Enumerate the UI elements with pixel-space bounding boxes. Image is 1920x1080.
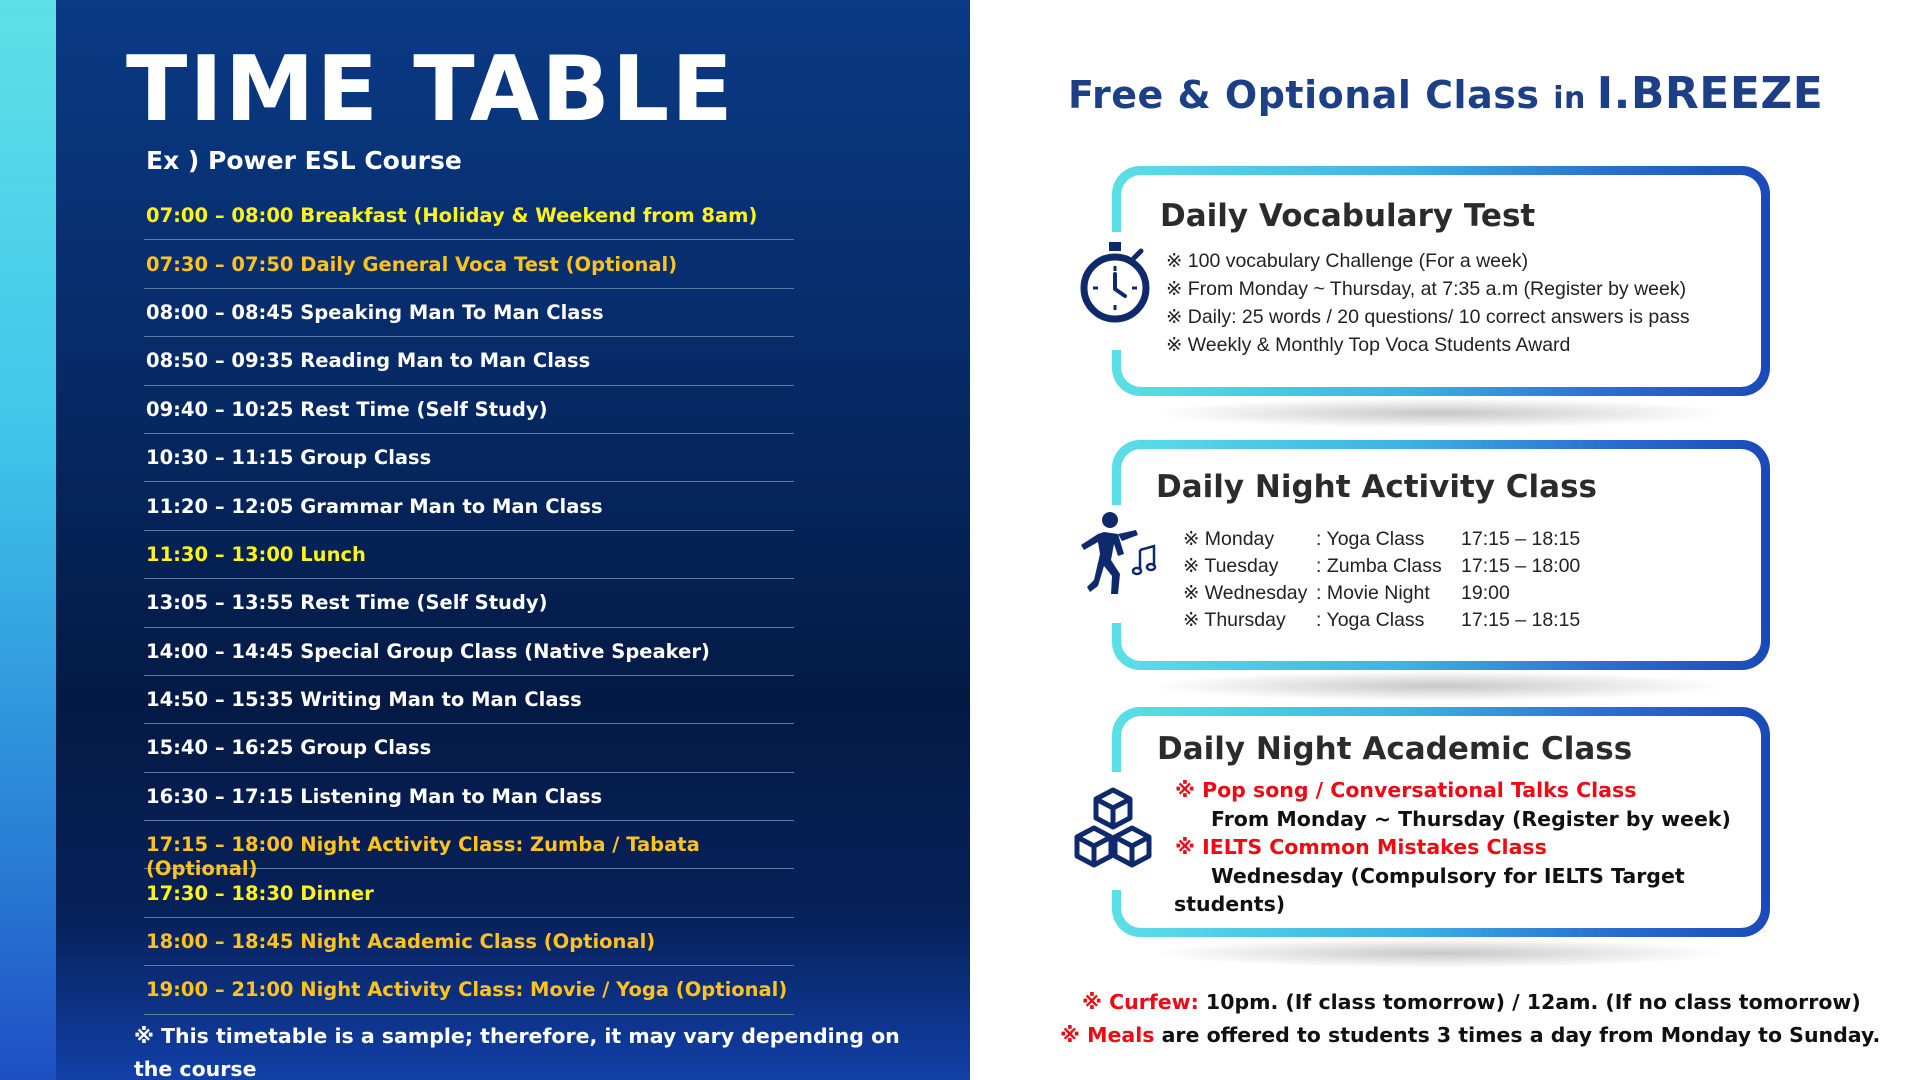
- card-shadow: [1150, 398, 1730, 428]
- academic-item-title: ※ IELTS Common Mistakes Class: [1175, 835, 1547, 859]
- activity-row: [1183, 607, 1580, 634]
- timetable-panel: [56, 0, 970, 1080]
- schedule-list: [144, 192, 794, 1015]
- schedule-row: [144, 773, 794, 821]
- vocab-line: ※ Weekly & Monthly Top Voca Students Award: [1166, 334, 1571, 356]
- schedule-row: [144, 192, 794, 240]
- activity-day: ※ Thursday: [1183, 609, 1286, 631]
- activity-schedule: [1183, 526, 1580, 634]
- schedule-row: [144, 531, 794, 579]
- left-accent-strip: [0, 0, 56, 1080]
- academic-item-title: ※ Pop song / Conversational Talks Class: [1175, 778, 1637, 802]
- schedule-row-text: 10:30 – 11:15 Group Class: [146, 446, 432, 470]
- activity-cls: : Yoga Class: [1316, 528, 1425, 550]
- timetable-note: ※ This timetable is a sample; therefore, it may vary depending on the course: [134, 1024, 900, 1080]
- activity-row: [1183, 553, 1580, 580]
- schedule-row-text: 07:30 – 07:50 Daily General Voca Test (Optional): [146, 252, 678, 276]
- note-mark: ※: [1082, 990, 1110, 1014]
- brand-name: I.BREEZE: [1596, 68, 1824, 119]
- vocab-line: ※ From Monday ~ Thursday, at 7:35 a.m (Register by week): [1166, 278, 1687, 300]
- timetable-title: TIME TABLE: [126, 37, 735, 142]
- schedule-row-text: 18:00 – 18:45 Night Academic Class (Optional): [146, 930, 656, 954]
- schedule-row-text: 14:50 – 15:35 Writing Man to Man Class: [146, 688, 582, 712]
- schedule-row: [144, 386, 794, 434]
- schedule-row-text: 15:40 – 16:25 Group Class: [146, 736, 432, 760]
- schedule-row: [144, 337, 794, 385]
- note-mark: ※: [1060, 1023, 1088, 1047]
- meals-note: [1060, 1023, 1880, 1047]
- card-shadow: [1150, 671, 1730, 701]
- schedule-row-text-cont: (Optional): [146, 857, 258, 881]
- schedule-row-text: 17:30 – 18:30 Dinner: [146, 881, 374, 905]
- title-in: in: [1553, 81, 1597, 116]
- schedule-row-text: 08:00 – 08:45 Speaking Man To Man Class: [146, 300, 604, 324]
- activity-time: 19:00: [1461, 582, 1510, 604]
- activity-cls: : Zumba Class: [1316, 555, 1442, 577]
- schedule-row: [144, 240, 794, 288]
- academic-item-desc: students): [1174, 892, 1286, 916]
- card-shadow: [1150, 938, 1730, 968]
- curfew-text: 10pm. (If class tomorrow) / 12am. (If no class tomorrow): [1198, 990, 1861, 1014]
- academic-card-heading: Daily Night Academic Class: [1157, 731, 1633, 767]
- curfew-label: Curfew:: [1109, 990, 1199, 1014]
- schedule-row-text: 13:05 – 13:55 Rest Time (Self Study): [146, 591, 548, 615]
- academic-card-lines: [1175, 776, 1755, 919]
- activity-cls: : Movie Night: [1316, 582, 1430, 604]
- schedule-row: [144, 579, 794, 627]
- academic-item-desc: Wednesday (Compulsory for IELTS Target: [1211, 863, 1685, 888]
- stopwatch-icon: [1078, 240, 1152, 328]
- schedule-row: [144, 918, 794, 966]
- schedule-row-text: 08:50 – 09:35 Reading Man to Man Class: [146, 349, 591, 373]
- schedule-row-text: 17:15 – 18:00 Night Activity Class: Zumba / Tabata: [146, 833, 700, 857]
- activity-day: ※ Tuesday: [1183, 555, 1279, 577]
- optional-class-title: [1068, 68, 1823, 119]
- activity-row: [1183, 526, 1580, 553]
- meals-label: Meals: [1087, 1023, 1155, 1047]
- schedule-row-text: 07:00 – 08:00 Breakfast (Holiday & Weekend from 8am): [146, 204, 758, 228]
- schedule-row-text: 14:00 – 14:45 Special Group Class (Native Speaker): [146, 639, 710, 663]
- title-text: Free & Optional Class: [1068, 73, 1554, 117]
- schedule-row: [144, 821, 794, 881]
- activity-day: ※ Wednesday: [1183, 582, 1308, 604]
- activity-row: [1183, 580, 1580, 607]
- schedule-row-text: 19:00 – 21:00 Night Activity Class: Movie / Yoga (Optional): [146, 978, 788, 1002]
- schedule-row-text: 11:30 – 13:00 Lunch: [146, 542, 366, 566]
- vocab-line: ※ Daily: 25 words / 20 questions/ 10 correct answers is pass: [1166, 306, 1690, 328]
- curfew-note: [1082, 990, 1861, 1014]
- schedule-row: [144, 628, 794, 676]
- activity-time: 17:15 – 18:15: [1461, 528, 1581, 550]
- schedule-row-text: 16:30 – 17:15 Listening Man to Man Class: [146, 784, 603, 808]
- schedule-row-text: 11:20 – 12:05 Grammar Man to Man Class: [146, 494, 603, 518]
- schedule-row: [144, 482, 794, 530]
- academic-item-desc: From Monday ~ Thursday (Register by week): [1211, 806, 1731, 831]
- activity-cls: : Yoga Class: [1316, 609, 1425, 631]
- activity-time: 17:15 – 18:15: [1461, 609, 1581, 631]
- schedule-row: [144, 289, 794, 337]
- vocab-card-heading: Daily Vocabulary Test: [1160, 198, 1536, 234]
- schedule-row: [144, 676, 794, 724]
- cubes-icon: [1068, 786, 1158, 880]
- meals-text: are offered to students 3 times a day from Monday to Sunday.: [1154, 1023, 1881, 1047]
- dancer-icon: [1078, 510, 1160, 604]
- vocab-card-lines: [1166, 247, 1690, 359]
- timetable-subtitle: Ex ) Power ESL Course: [146, 146, 462, 175]
- vocab-line: ※ 100 vocabulary Challenge (For a week): [1166, 250, 1529, 272]
- activity-day: ※ Monday: [1183, 528, 1275, 550]
- schedule-row: [144, 724, 794, 772]
- schedule-row: [144, 966, 794, 1014]
- schedule-row-text: 09:40 – 10:25 Rest Time (Self Study): [146, 397, 548, 421]
- schedule-row: [144, 434, 794, 482]
- activity-time: 17:15 – 18:00: [1461, 555, 1581, 577]
- activity-card-heading: Daily Night Activity Class: [1156, 469, 1598, 505]
